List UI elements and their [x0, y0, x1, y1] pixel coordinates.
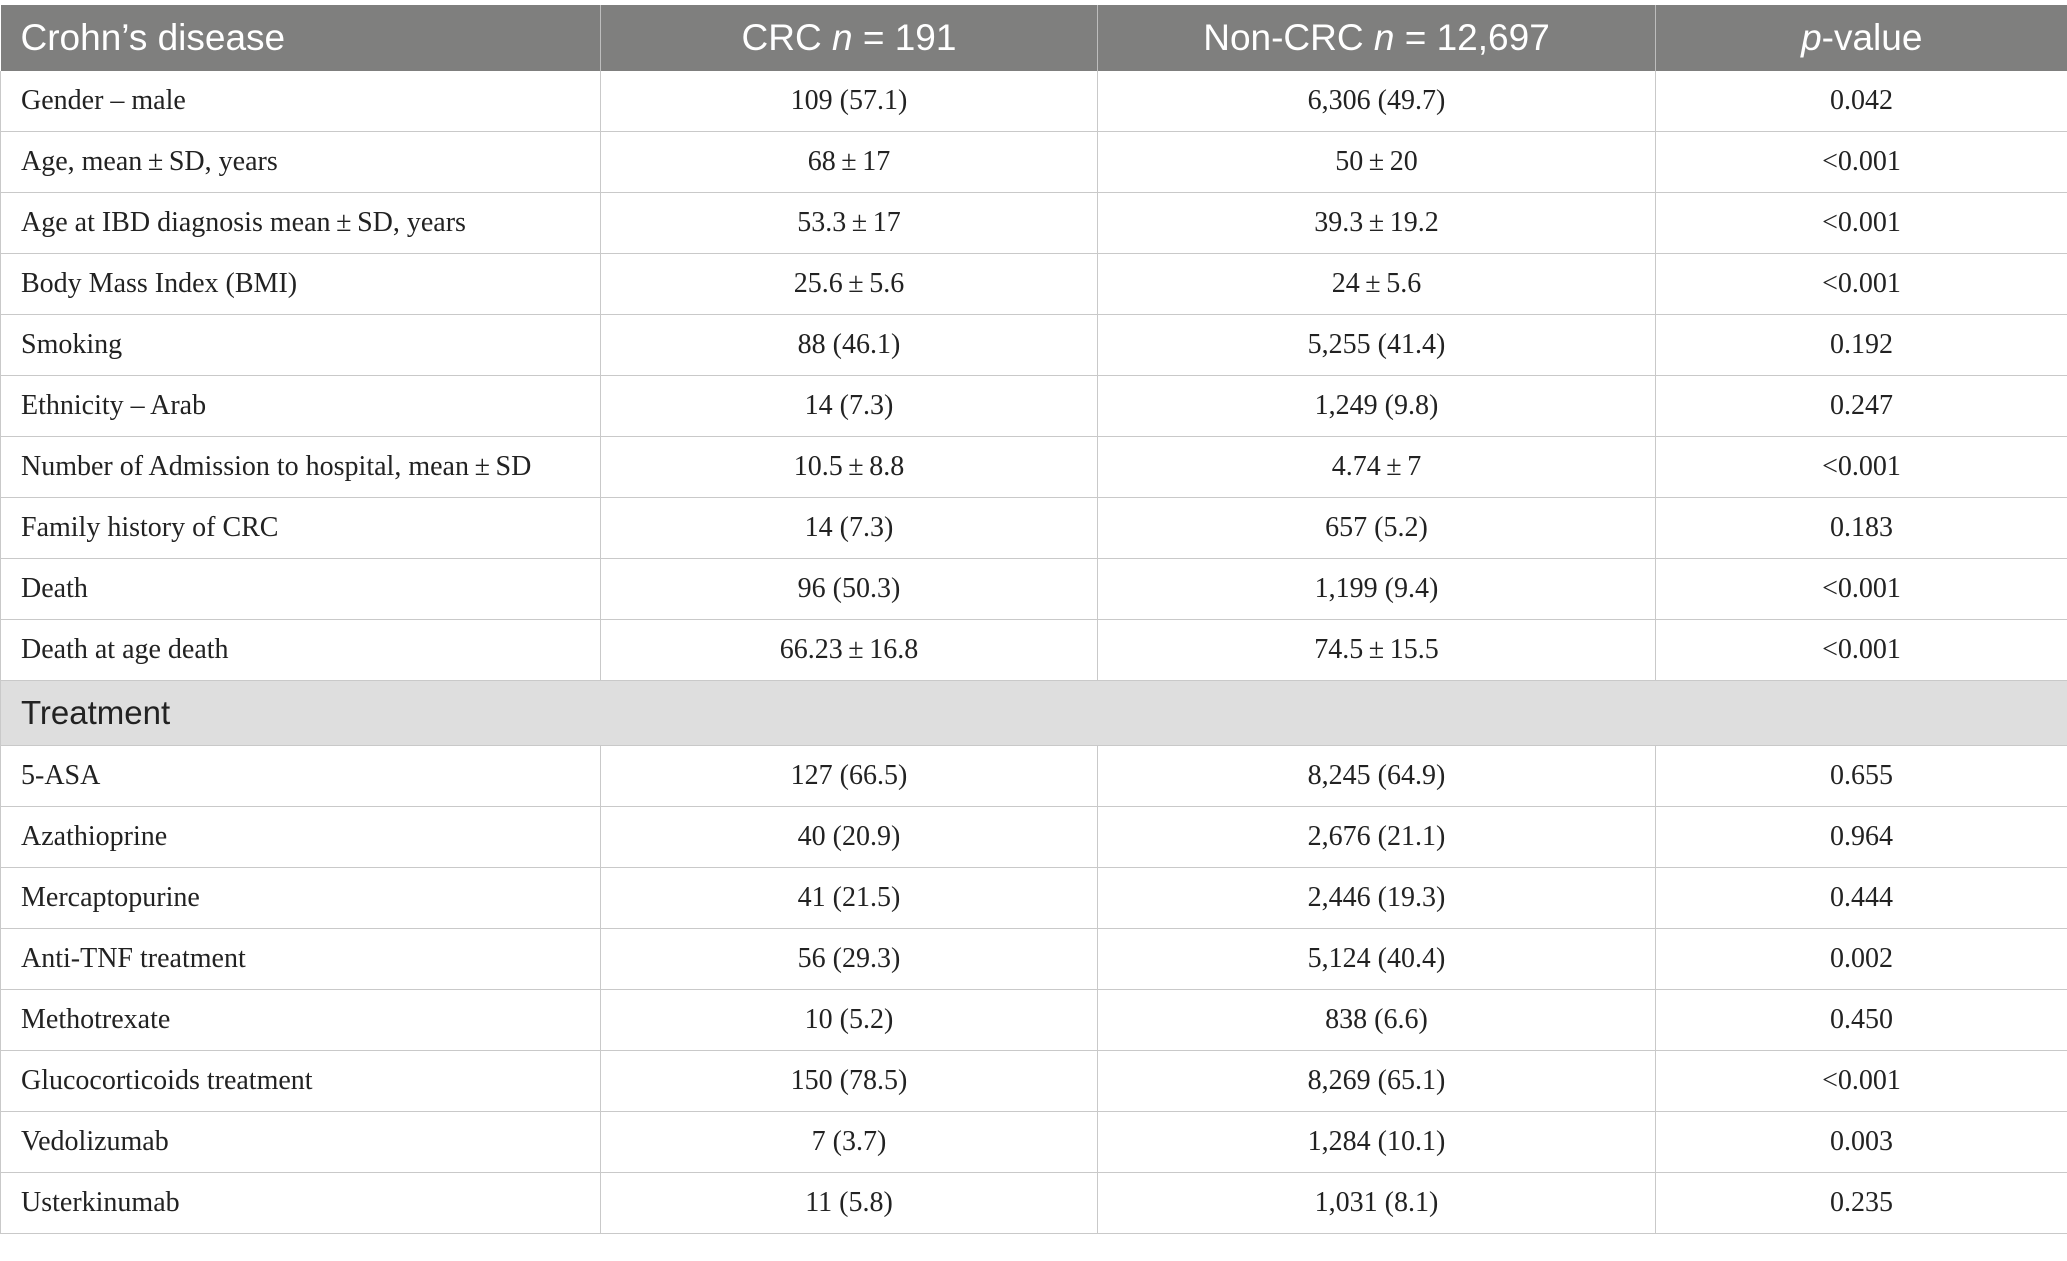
- table-row: [1, 71, 2067, 132]
- header-crohns-disease: [1, 5, 601, 71]
- table-row: [1, 1173, 2067, 1234]
- header-crohns-label: Crohn’s disease: [20, 17, 286, 58]
- table-row: [1, 929, 2067, 990]
- row-crc-value: 10.5 ± 8.8: [601, 437, 1098, 498]
- row-crc-value: 150 (78.5): [601, 1051, 1098, 1112]
- row-crc-value: 96 (50.3): [601, 559, 1098, 620]
- row-p-value: <0.001: [1656, 193, 2067, 254]
- row-noncrc-value: 2,676 (21.1): [1098, 807, 1656, 868]
- table-row: [1, 437, 2067, 498]
- row-p-value: <0.001: [1656, 132, 2067, 193]
- row-noncrc-value: 24 ± 5.6: [1098, 254, 1656, 315]
- header-crc-n: n: [831, 17, 853, 58]
- row-p-value: 0.183: [1656, 498, 2067, 559]
- row-crc-value: 25.6 ± 5.6: [601, 254, 1098, 315]
- row-noncrc-value: 50 ± 20: [1098, 132, 1656, 193]
- header-non-crc: [1098, 5, 1656, 71]
- table-row: [1, 1112, 2067, 1173]
- row-noncrc-value: 1,249 (9.8): [1098, 376, 1656, 437]
- row-crc-value: 14 (7.3): [601, 498, 1098, 559]
- row-label: 5-ASA: [1, 746, 601, 807]
- table-row: [1, 990, 2067, 1051]
- row-noncrc-value: 5,255 (41.4): [1098, 315, 1656, 376]
- header-crc-prefix: CRC: [741, 17, 832, 58]
- row-noncrc-value: 8,245 (64.9): [1098, 746, 1656, 807]
- row-noncrc-value: 39.3 ± 19.2: [1098, 193, 1656, 254]
- row-p-value: 0.964: [1656, 807, 2067, 868]
- section-row-treatment: [1, 681, 2067, 746]
- row-noncrc-value: 1,199 (9.4): [1098, 559, 1656, 620]
- row-label: Vedolizumab: [1, 1112, 601, 1173]
- row-p-value: 0.002: [1656, 929, 2067, 990]
- row-label: Death: [1, 559, 601, 620]
- row-crc-value: 66.23 ± 16.8: [601, 620, 1098, 681]
- row-label: Family history of CRC: [1, 498, 601, 559]
- table-row: [1, 620, 2067, 681]
- row-p-value: <0.001: [1656, 437, 2067, 498]
- row-label: Age, mean ± SD, years: [1, 132, 601, 193]
- row-p-value: 0.655: [1656, 746, 2067, 807]
- row-crc-value: 11 (5.8): [601, 1173, 1098, 1234]
- row-label: Usterkinumab: [1, 1173, 601, 1234]
- section-label: Treatment: [1, 681, 2067, 746]
- row-label: Number of Admission to hospital, mean ± SD: [1, 437, 601, 498]
- row-label: Gender – male: [1, 71, 601, 132]
- header-crc-suffix: = 191: [852, 17, 957, 58]
- table-row: [1, 807, 2067, 868]
- crohns-crc-table: [0, 5, 2067, 1234]
- header-row: [1, 5, 2067, 71]
- table-row: [1, 376, 2067, 437]
- table-row: [1, 559, 2067, 620]
- row-crc-value: 68 ± 17: [601, 132, 1098, 193]
- table-body: [1, 71, 2067, 1234]
- header-noncrc-suffix: = 12,697: [1394, 17, 1550, 58]
- table-row: [1, 498, 2067, 559]
- row-p-value: 0.247: [1656, 376, 2067, 437]
- table-row: [1, 315, 2067, 376]
- row-label: Methotrexate: [1, 990, 601, 1051]
- row-crc-value: 53.3 ± 17: [601, 193, 1098, 254]
- row-label: Body Mass Index (BMI): [1, 254, 601, 315]
- header-crc: [601, 5, 1098, 71]
- row-label: Azathioprine: [1, 807, 601, 868]
- row-crc-value: 14 (7.3): [601, 376, 1098, 437]
- row-crc-value: 127 (66.5): [601, 746, 1098, 807]
- row-noncrc-value: 838 (6.6): [1098, 990, 1656, 1051]
- row-crc-value: 41 (21.5): [601, 868, 1098, 929]
- table-row: [1, 746, 2067, 807]
- header-p-suffix: -value: [1821, 17, 1923, 58]
- row-label: Smoking: [1, 315, 601, 376]
- row-label: Anti-TNF treatment: [1, 929, 601, 990]
- row-noncrc-value: 74.5 ± 15.5: [1098, 620, 1656, 681]
- row-noncrc-value: 8,269 (65.1): [1098, 1051, 1656, 1112]
- row-noncrc-value: 657 (5.2): [1098, 498, 1656, 559]
- row-noncrc-value: 2,446 (19.3): [1098, 868, 1656, 929]
- header-noncrc-prefix: Non-CRC: [1203, 17, 1374, 58]
- row-p-value: 0.444: [1656, 868, 2067, 929]
- row-noncrc-value: 6,306 (49.7): [1098, 71, 1656, 132]
- row-crc-value: 7 (3.7): [601, 1112, 1098, 1173]
- header-p-value: [1656, 5, 2067, 71]
- row-p-value: 0.450: [1656, 990, 2067, 1051]
- row-noncrc-value: 4.74 ± 7: [1098, 437, 1656, 498]
- header-p: p: [1801, 17, 1822, 58]
- row-p-value: <0.001: [1656, 620, 2067, 681]
- row-crc-value: 40 (20.9): [601, 807, 1098, 868]
- table-row: [1, 193, 2067, 254]
- row-label: Glucocorticoids treatment: [1, 1051, 601, 1112]
- row-label: Ethnicity – Arab: [1, 376, 601, 437]
- row-label: Mercaptopurine: [1, 868, 601, 929]
- row-label: Age at IBD diagnosis mean ± SD, years: [1, 193, 601, 254]
- row-p-value: <0.001: [1656, 1051, 2067, 1112]
- row-p-value: 0.042: [1656, 71, 2067, 132]
- row-crc-value: 109 (57.1): [601, 71, 1098, 132]
- row-label: Death at age death: [1, 620, 601, 681]
- table-row: [1, 1051, 2067, 1112]
- row-crc-value: 88 (46.1): [601, 315, 1098, 376]
- row-p-value: 0.192: [1656, 315, 2067, 376]
- data-table-container: [0, 5, 2067, 1234]
- table-row: [1, 132, 2067, 193]
- row-p-value: <0.001: [1656, 559, 2067, 620]
- header-noncrc-n: n: [1373, 17, 1395, 58]
- row-noncrc-value: 1,284 (10.1): [1098, 1112, 1656, 1173]
- row-noncrc-value: 5,124 (40.4): [1098, 929, 1656, 990]
- table-row: [1, 868, 2067, 929]
- table-row: [1, 254, 2067, 315]
- row-crc-value: 10 (5.2): [601, 990, 1098, 1051]
- row-p-value: 0.003: [1656, 1112, 2067, 1173]
- row-crc-value: 56 (29.3): [601, 929, 1098, 990]
- row-noncrc-value: 1,031 (8.1): [1098, 1173, 1656, 1234]
- row-p-value: <0.001: [1656, 254, 2067, 315]
- table-header: [1, 5, 2067, 71]
- row-p-value: 0.235: [1656, 1173, 2067, 1234]
